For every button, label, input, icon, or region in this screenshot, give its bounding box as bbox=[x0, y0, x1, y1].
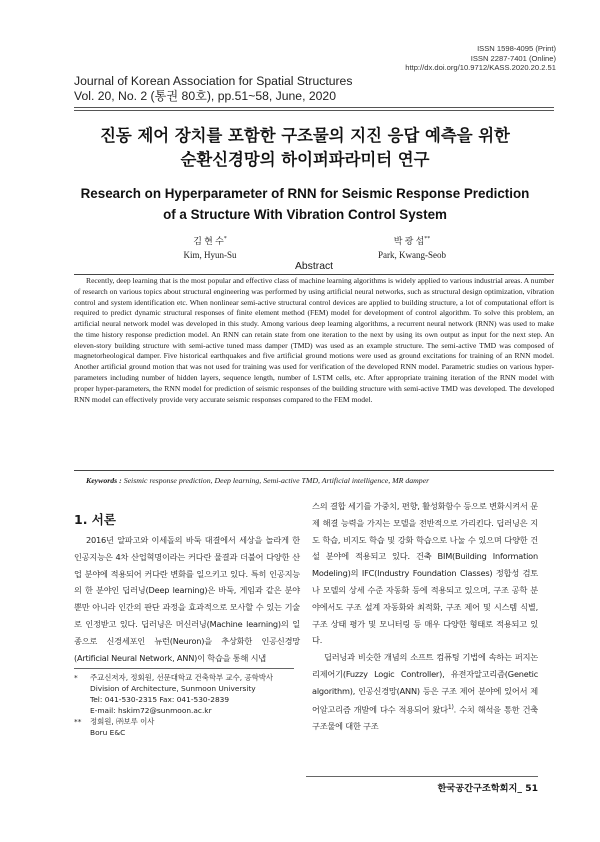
doi-link[interactable]: http://dx.doi.org/10.9712/KASS.2020.20.2.51 bbox=[405, 63, 556, 73]
korean-title-line1: 진동 제어 장치를 포함한 구조물의 지진 응답 예측을 위한 bbox=[100, 126, 510, 145]
intro-paragraph-1-cont: 스의 결합 세기를 가중치, 편향, 활성화함수 등으로 변화시켜서 문제 해결 능력을 가지는 모델을 전반적으로 가리킨다. 딥러닝은 지도 학습, 비지도 학습 및 강화 학습으로 나눌 수 있으며 다양한 건설 분야에 적용되고 있다. 건축 BIM(Building Information Modeling)의 IFC(Industry Foundation Classes) 정합성 검토나 모델의 상세 수준 자동화 등에 적용되고 있으며, 구조 공학 분야에서도 구조 설계 자동화와 최적화, 구조 제어 및 시스템 식별, 구조 상태 평가 및 모니터링 등 매우 다양한 형태로 적용되고 있다. bbox=[312, 501, 538, 646]
abstract-top-rule bbox=[74, 274, 554, 275]
keywords-label: Keywords : bbox=[86, 476, 124, 485]
journal-volume: Vol. 20, No. 2 (통권 80호), pp.51~58, June, 2020 bbox=[74, 89, 336, 103]
right-column bbox=[312, 498, 538, 735]
keywords-text: Seismic response prediction, Deep learning, Semi-active TMD, Artificial intelligence, MR damper bbox=[123, 476, 430, 485]
author-1-korean: 김 현 수* bbox=[193, 236, 227, 246]
footer-rule bbox=[306, 776, 538, 777]
author-2 bbox=[352, 232, 472, 262]
page-footer bbox=[306, 780, 538, 794]
author-2-mark: ** bbox=[424, 236, 431, 242]
footnote-rule bbox=[74, 668, 294, 669]
abstract-text: Recently, deep learning that is the most popular and effective class of machine learning algorithms is widely applied to various industrial areas. A number of research on various topics about structural engineering was performed by using artificial neural networks, such as structural design optimization, vibration control and system identification etc. When nonlinear semi-active structural control devices are applied to building structure, a lot of computational effort is required to predict dynamic structural responses of finite element method (FEM) model for development of control algorithm. To solve this problem, an artificial neural network model was developed in this study. Among various deep learning algorithms, a recurrent neural network (RNN) was used to make the time history response prediction model. An RNN can retain state from one iteration to the next by using its own output as input for the next step. An eleven-story building structure with semi-active tuned mass damper (TMD) was used as an example structure. The semi-active TMD was composed of magnetorheological damper. Five historical earthquakes and five artificial ground motions were used as ground excitations for training of an RNN model. Another artificial ground motion that was not used for training was used for verification of the developed RNN model. Parametric studies on various hyper-parameters including number of hidden layers, sequence length, number of LSTM cells, etc. After appropriate training iteration of the RNN model with proper hyper-parameters, the RNN model for prediction of seismic responses of the building structure with semi-active TMD was developed. The developed RNN model can effectively provide very accurate seismic responses compared to the FEM model. bbox=[74, 276, 554, 404]
footnote-1-line1: 주교신저자, 정회원, 선문대학교 건축학부 교수, 공학박사 bbox=[90, 673, 274, 682]
page-number: _ 51 bbox=[517, 783, 538, 794]
left-column bbox=[74, 532, 300, 666]
issn-print: ISSN 1598-4095 (Print) bbox=[477, 44, 556, 53]
section-heading: 1. 서론 bbox=[74, 512, 116, 527]
journal-header bbox=[74, 74, 352, 104]
english-title bbox=[60, 183, 550, 225]
author-1 bbox=[150, 232, 270, 262]
issn-block bbox=[405, 44, 556, 73]
korean-title-line2: 순환신경망의 하이퍼파라미터 연구 bbox=[180, 150, 430, 169]
intro-paragraph-1: 2016년 알파고와 이세돌의 바둑 대결에서 세상을 놀라게 한 인공지능은 4차 산업혁명이라는 커다란 물결과 더불어 다양한 산업 분야에 적용되어 커다란 변화를 일으키고 있다. 특히 인공지능의 한 분야인 딥러닝(Deep learning)은 바둑, 게임과 같은 분야뿐만 아니라 인간의 판단 과정을 효과적으로 모사할 수 있는 기술로 인정받고 있다. 딥러닝은 머신러닝(Machine learning)의 일종으로 신경세포인 뉴런(Neuron)을 추상화한 인공신경망(Artificial Neural Network, ANN)이 학습을 통해 시냅 bbox=[74, 535, 300, 663]
header-rule-double bbox=[74, 110, 554, 111]
author-1-mark: * bbox=[223, 236, 227, 242]
abstract-heading: Abstract bbox=[294, 261, 334, 272]
issn-online: ISSN 2287-7401 (Online) bbox=[470, 53, 556, 63]
author-1-english: Kim, Hyun-Su bbox=[183, 250, 237, 260]
footnote-1-mark: * bbox=[74, 673, 78, 682]
abstract-bottom-rule bbox=[74, 470, 554, 471]
english-title-line1: Research on Hyperparameter of RNN for Seismic Response Prediction bbox=[80, 186, 530, 201]
english-title-line2: of a Structure With Vibration Control System bbox=[163, 207, 447, 222]
reference-marker[interactable]: 1) bbox=[447, 703, 454, 711]
footnote-2-line1: 정회원, ㈜보루 이사 bbox=[90, 717, 155, 726]
footnote-2-mark: ** bbox=[74, 717, 82, 726]
header-rule bbox=[74, 107, 554, 108]
author-2-korean: 박 광 섭** bbox=[393, 236, 431, 246]
footnotes bbox=[74, 672, 304, 738]
korean-title bbox=[60, 124, 550, 172]
footnote-2-line2: Boru E&C bbox=[90, 728, 126, 737]
keywords bbox=[86, 476, 556, 485]
footnote-1 bbox=[74, 672, 304, 716]
footnote-1-line3: Tel: 041-530-2315 Fax: 041-530-2839 bbox=[90, 695, 230, 704]
footer-journal: 한국공간구조학회지 bbox=[437, 783, 518, 794]
author-2-english: Park, Kwang-Seob bbox=[378, 250, 446, 260]
journal-name: Journal of Korean Association for Spatial Structures bbox=[74, 74, 353, 88]
intro-paragraph-2: 딥러닝과 비슷한 개념의 소프트 컴퓨팅 기법에 속하는 퍼지논리제어기(Fuzzy Logic Controller), 유전자알고리즘(Genetic algorithm), 인공신경망(ANN) 등은 구조 제어 분야에 있어서 제어알고리즘 개발에 다수 적용되어 왔다$^{1)}$. 수치 해석을 통한 건축 구조물에 대한 구조 bbox=[312, 652, 538, 732]
footnote-1-line4: E-mail: hskim72@sunmoon.ac.kr bbox=[90, 706, 212, 715]
footnote-1-line2: Division of Architecture, Sunmoon University bbox=[90, 684, 256, 693]
footnote-2 bbox=[74, 716, 304, 738]
